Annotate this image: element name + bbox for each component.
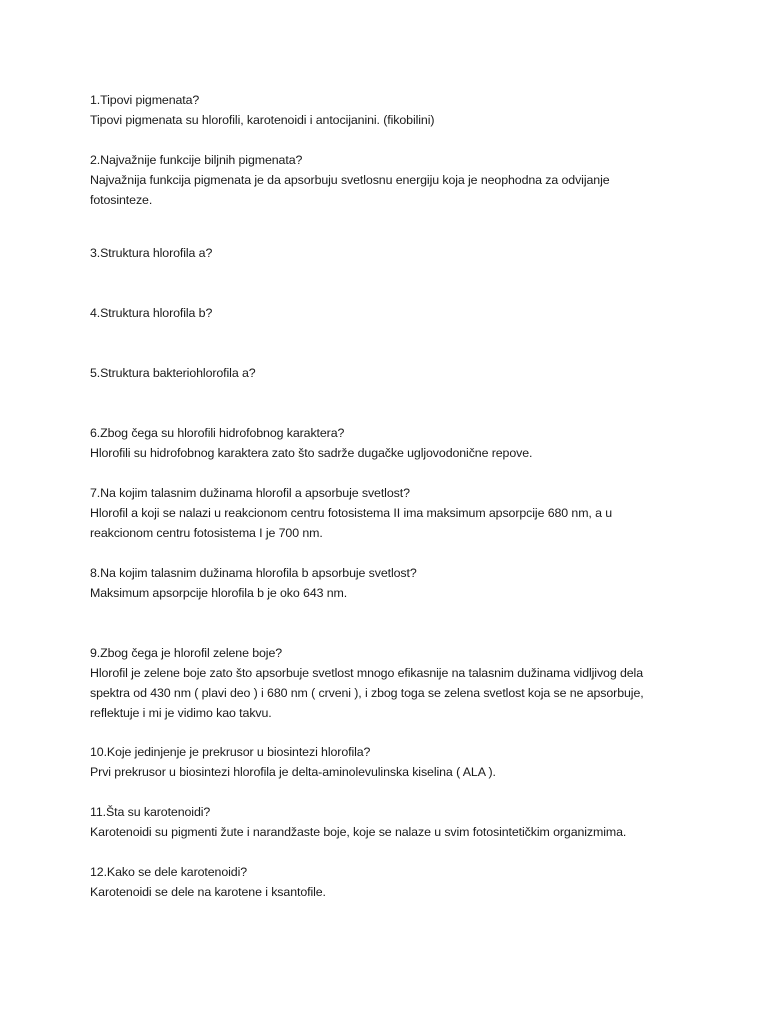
answer-10-line-1: Prvi prekrusor u biosintezi hlorofila je delta-aminolevulinska kiselina ( ALA ). [90, 765, 496, 779]
question-7: 7.Na kojim talasnim dužinama hlorofil a apsorbuje svetlost? [90, 486, 410, 500]
answer-2-line-1: Najvažnija funkcija pigmenata je da apsorbuju svetlosnu energiju koja je neophodna za odvijanje [90, 173, 610, 187]
question-4: 4.Struktura hlorofila b? [90, 306, 213, 320]
question-2: 2.Najvažnije funkcije biljnih pigmenata? [90, 153, 303, 167]
question-10: 10.Koje jedinjenje je prekrusor u biosintezi hlorofila? [90, 745, 371, 759]
answer-2-line-2: fotosinteze. [90, 193, 153, 207]
answer-7-line-1: Hlorofil a koji se nalazi u reakcionom centru fotosistema II ima maksimum apsorpcije 680 nm, a u [90, 506, 613, 520]
question-8: 8.Na kojim talasnim dužinama hlorofila b apsorbuje svetlost? [90, 566, 417, 580]
question-5: 5.Struktura bakteriohlorofila a? [90, 366, 256, 380]
answer-9-line-2: spektra od 430 nm ( plavi deo ) i 680 nm ( crveni ), i zbog toga se zelena svetlost koja se ne apsorbuje, [90, 686, 644, 700]
answer-1-line-1: Tipovi pigmenata su hlorofili, karotenoidi i antocijanini. (fikobilini) [90, 113, 435, 127]
answer-9-line-1: Hlorofil je zelene boje zato što apsorbuje svetlost mnogo efikasnije na talasnim dužinama vidljivog dela [90, 666, 643, 680]
question-9: 9.Zbog čega je hlorofil zelene boje? [90, 646, 283, 660]
answer-11-line-1: Karotenoidi su pigmenti žute i narandžaste boje, koje se nalaze u svim fotosintetičkim organizmima. [90, 825, 627, 839]
question-1: 1.Tipovi pigmenata? [90, 93, 200, 107]
question-3: 3.Struktura hlorofila a? [90, 246, 213, 260]
answer-9-line-3: reflektuje i mi je vidimo kao takvu. [90, 706, 272, 720]
question-6: 6.Zbog čega su hlorofili hidrofobnog karaktera? [90, 426, 345, 440]
answer-6-line-1: Hlorofili su hidrofobnog karaktera zato što sadrže dugačke ugljovodonične repove. [90, 446, 533, 460]
question-11: 11.Šta su karotenoidi? [90, 805, 211, 819]
question-12: 12.Kako se dele karotenoidi? [90, 865, 248, 879]
answer-8-line-1: Maksimum apsorpcije hlorofila b je oko 643 nm. [90, 586, 348, 600]
answer-12-line-1: Karotenoidi se dele na karotene i ksantofile. [90, 885, 326, 899]
answer-7-line-2: reakcionom centru fotosistema I je 700 nm. [90, 526, 323, 540]
